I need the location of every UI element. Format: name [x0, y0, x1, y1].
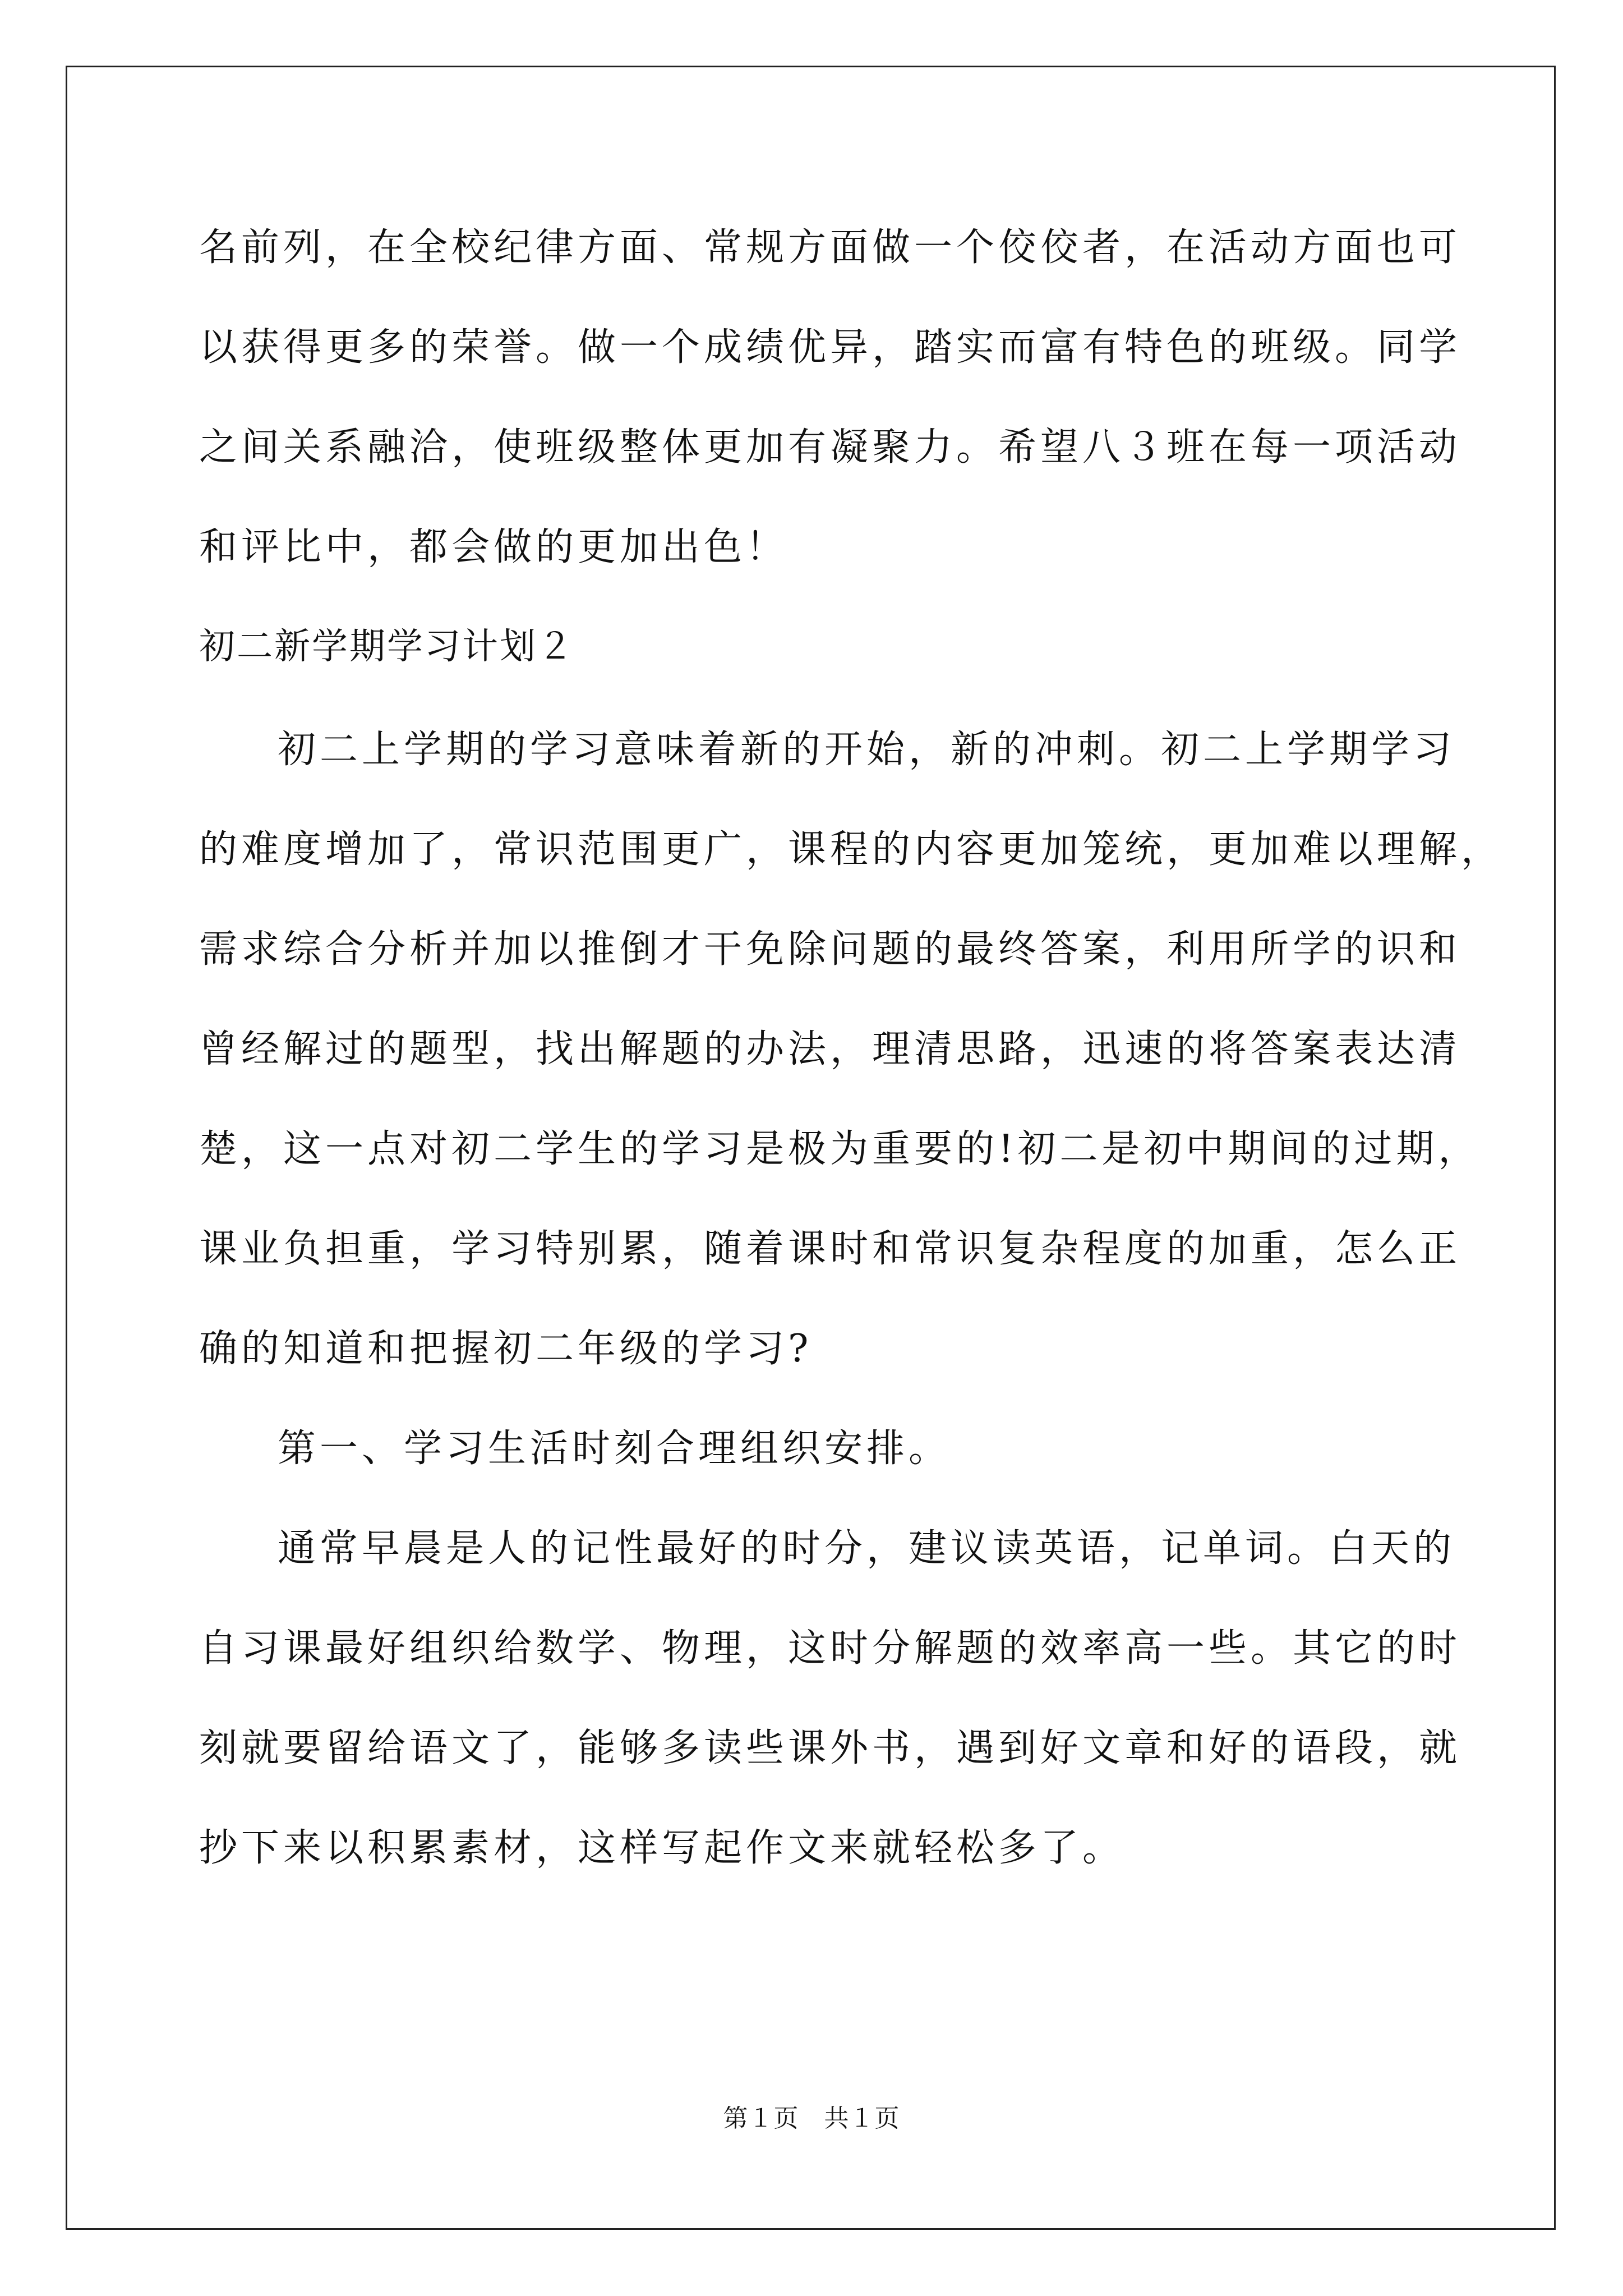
text-line: 第一、学习生活时刻合理组织安排。 [278, 1427, 951, 1471]
text-line: 的难度增加了，常识范围更广，课程的内容更加笼统，更加难以理解， [199, 827, 1504, 872]
text-line: 曾经解过的题型，找出解题的办法，理清思路，迅速的将答案表达清 [199, 1027, 1461, 1071]
text-line: 确的知道和把握初二年级的学习? [199, 1327, 813, 1371]
text-line: 自习课最好组织给数学、物理，这时分解题的效率高一些。其它的时 [199, 1626, 1461, 1671]
text-line: 课业负担重，学习特别累，随着课时和常识复杂程度的加重，怎么正 [199, 1227, 1461, 1271]
text-line: 通常早晨是人的记性最好的时分，建议读英语，记单词。白天的 [278, 1526, 1456, 1571]
text-line: 初二上学期的学习意味着新的开始，新的冲刺。初二上学期学习 [278, 728, 1456, 772]
section-heading: 初二新学期学习计划２ [199, 626, 575, 668]
text-line: 楚，这一点对初二学生的学习是极为重要的!初二是初中期间的过期， [199, 1127, 1481, 1171]
text-line: 刻就要留给语文了，能够多读些课外书，遇到好文章和好的语段，就 [199, 1726, 1461, 1770]
text-line: 和评比中，都会做的更加出色！ [199, 525, 789, 569]
text-line: 之间关系融洽，使班级整体更加有凝聚力。希望八３班在每一项活动 [199, 425, 1461, 470]
text-line: 名前列，在全校纪律方面、常规方面做一个佼佼者，在活动方面也可 [199, 226, 1461, 270]
text-line: 抄下来以积累素材，这样写起作文来就轻松多了。 [199, 1826, 1125, 1870]
text-line: 以获得更多的荣誉。做一个成绩优异，踏实而富有特色的班级。同学 [199, 325, 1461, 370]
text-line: 需求综合分析并加以推倒才干免除问题的最终答案，利用所学的识和 [199, 927, 1461, 972]
page-footer: 第１页 共１页 [723, 2104, 900, 2133]
